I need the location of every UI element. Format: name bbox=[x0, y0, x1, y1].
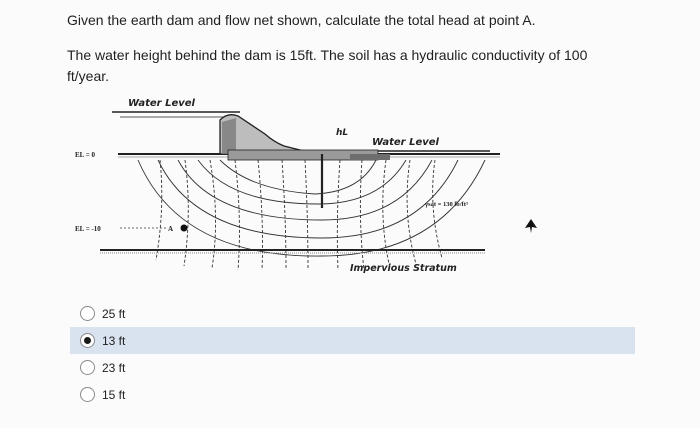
option-23-ft[interactable] bbox=[70, 354, 635, 381]
upstream-water-label: Water Level bbox=[128, 98, 195, 109]
unit-weight-label: γsat = 130 lb/ft³ bbox=[425, 201, 468, 208]
option-label: 15 ft bbox=[102, 387, 126, 402]
flow-net-figure bbox=[60, 88, 560, 288]
flow-lines bbox=[138, 160, 485, 256]
impervious-stratum-label: Impervious Stratum bbox=[350, 263, 457, 274]
option-label: 25 ft bbox=[102, 306, 126, 321]
answer-options bbox=[70, 300, 635, 408]
radio-button[interactable] bbox=[80, 360, 95, 375]
option-15-ft[interactable] bbox=[70, 381, 635, 408]
head-loss-label: hL bbox=[336, 128, 349, 138]
radio-button[interactable] bbox=[80, 387, 95, 402]
question-details: The water height behind the dam is 15ft. The soil has a hydraulic conductivity of 100 ft/year. bbox=[67, 47, 588, 84]
downstream-water-label: Water Level bbox=[372, 137, 439, 148]
option-label: 13 ft bbox=[102, 333, 126, 348]
el-top-label: EL = 0 bbox=[75, 151, 95, 159]
point-a-label: A bbox=[168, 225, 174, 233]
option-13-ft[interactable] bbox=[70, 327, 635, 354]
mouse-cursor-icon bbox=[525, 219, 537, 233]
radio-button-selected[interactable] bbox=[80, 333, 95, 348]
option-25-ft[interactable] bbox=[70, 300, 635, 327]
radio-button[interactable] bbox=[80, 306, 95, 321]
el-bottom-label: EL = -10 bbox=[75, 225, 101, 233]
point-a-marker bbox=[181, 225, 188, 232]
option-label: 23 ft bbox=[102, 360, 126, 375]
question-prompt: Given the earth dam and flow net shown, calculate the total head at point A. bbox=[67, 12, 536, 28]
